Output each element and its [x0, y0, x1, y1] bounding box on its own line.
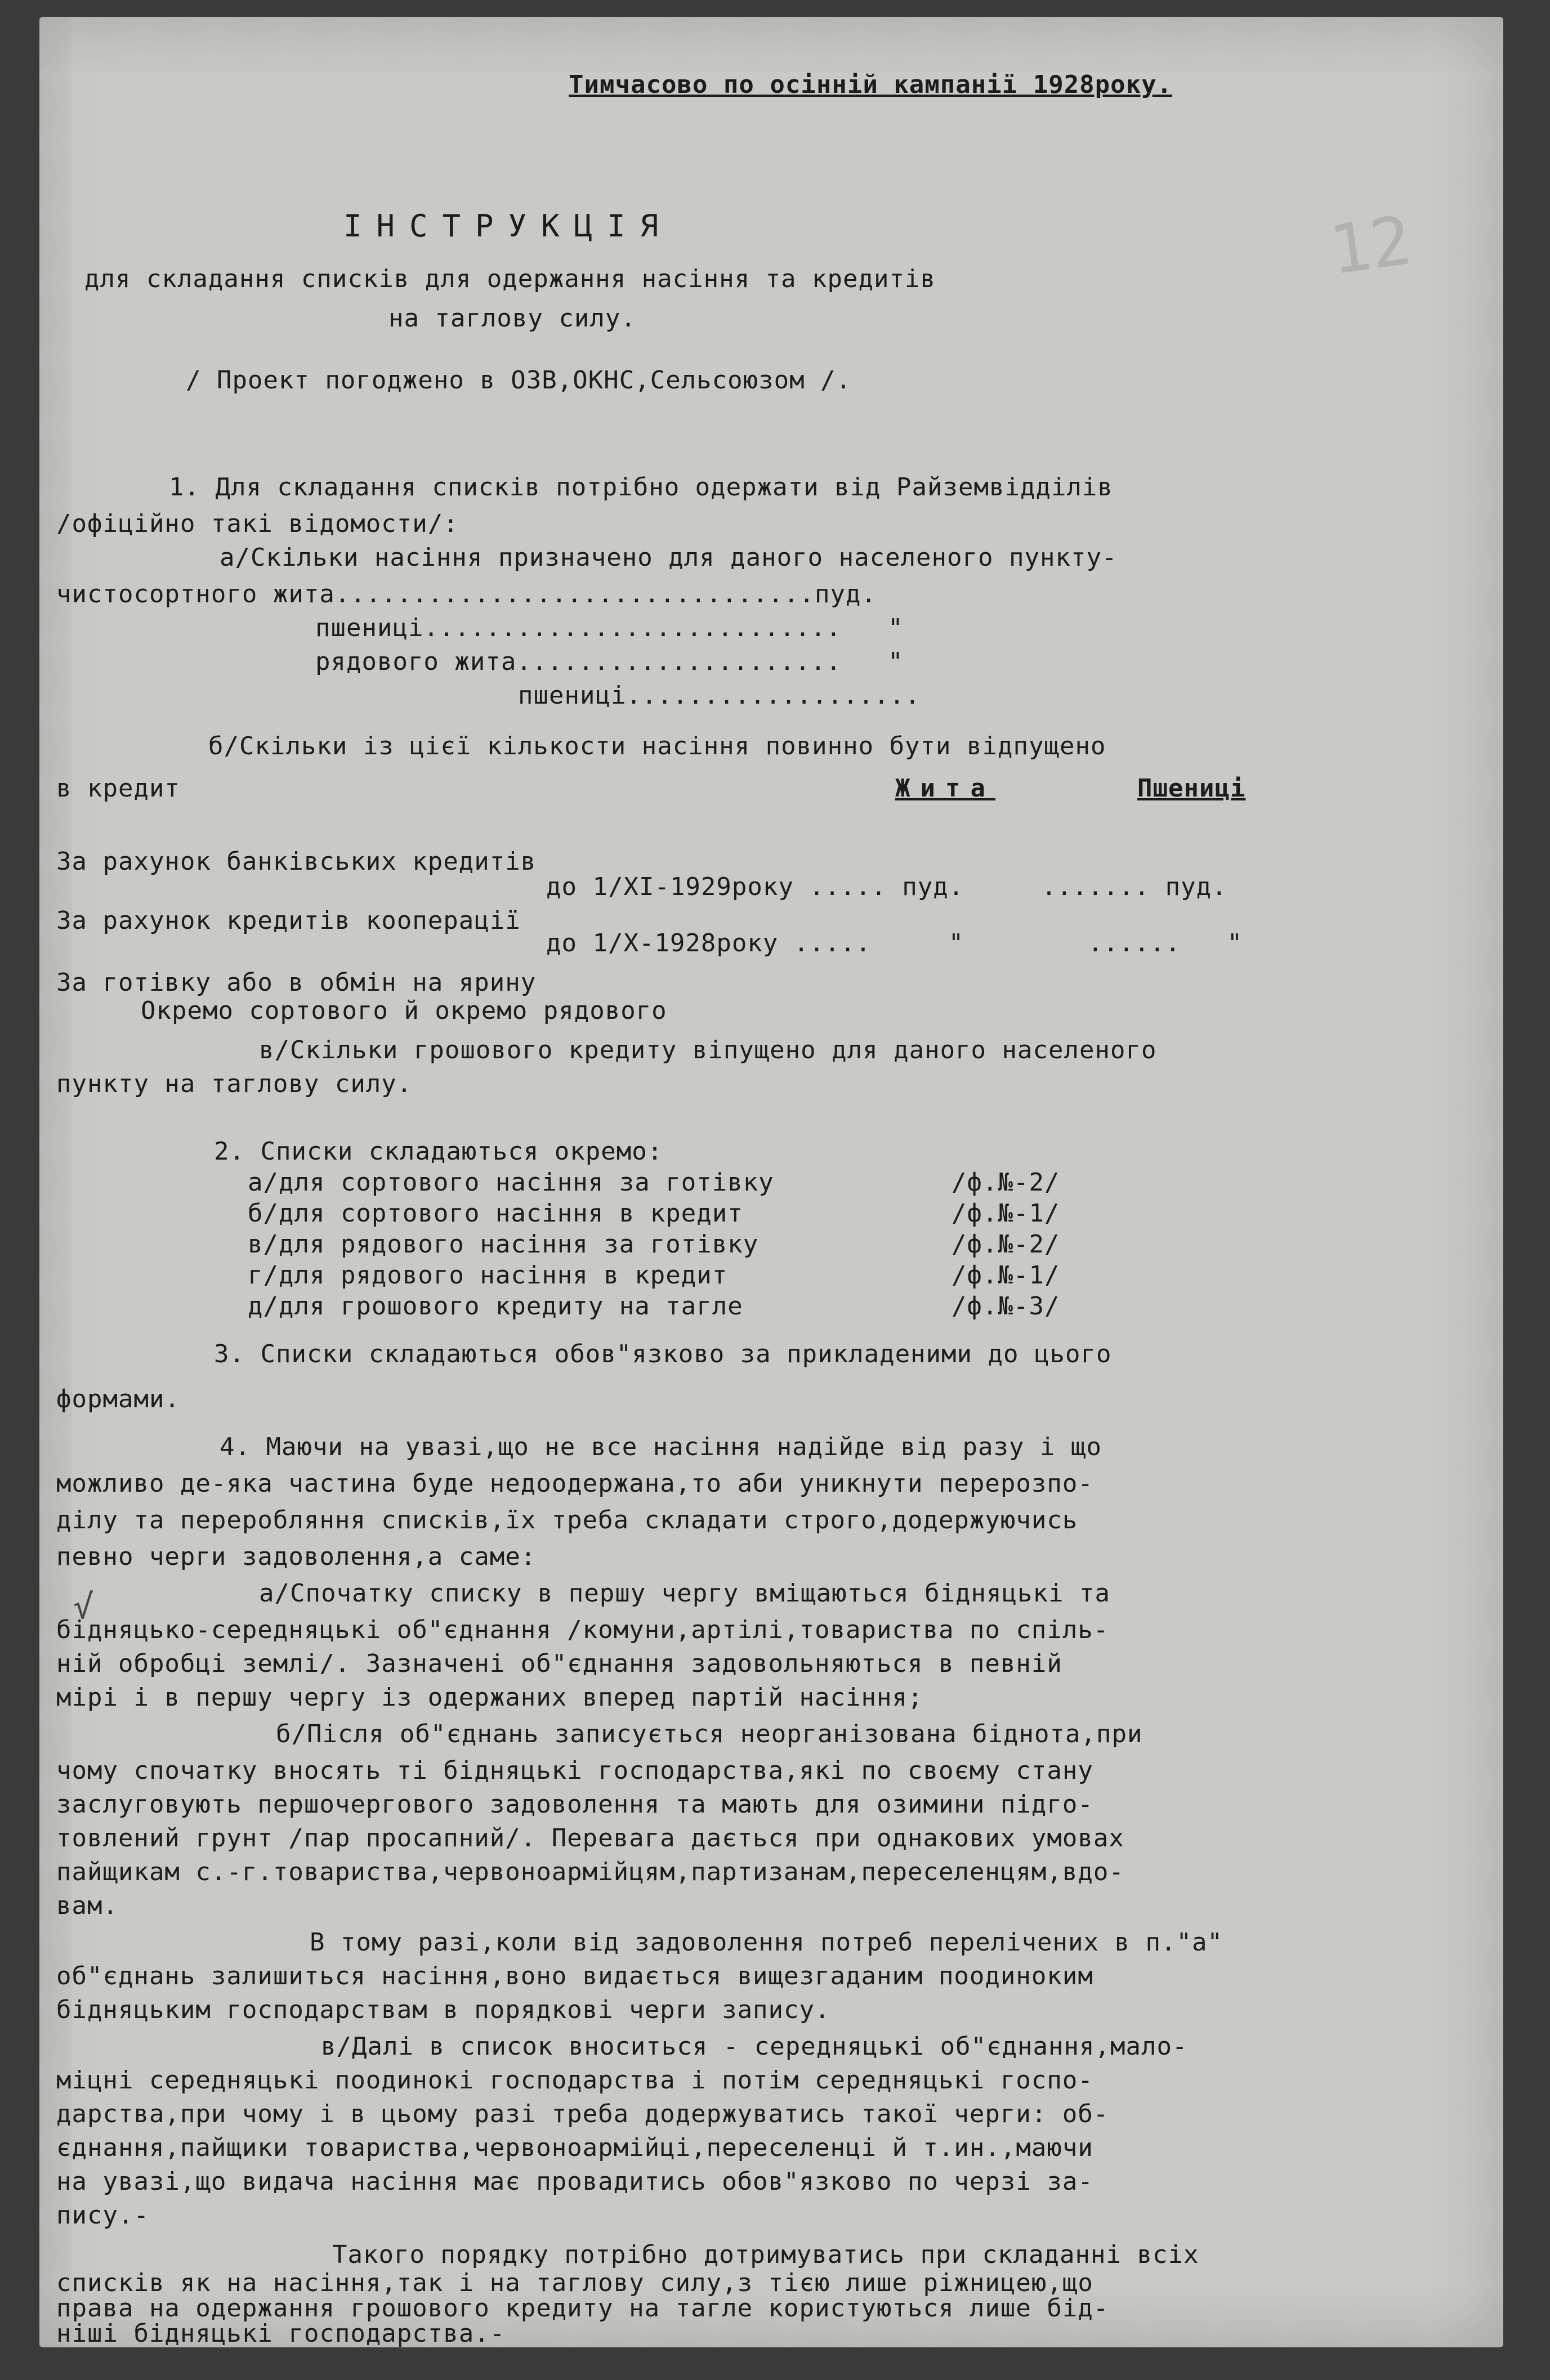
paragraph-4-line: в/Далі в список вноситься - середняцькі об"єднання,мало-	[321, 2032, 1188, 2061]
form-reference: /ф.№-2/	[952, 1230, 1060, 1259]
form-reference: /ф.№-3/	[952, 1292, 1060, 1321]
form-reference: /ф.№-1/	[952, 1199, 1060, 1228]
paragraph-4-line: бідняцьким господарствам в порядкові черги запису.	[56, 1996, 830, 2024]
paragraph-4-line: міцні середняцькі поодинокі господарства і потім середняцькі госпо-	[56, 2066, 1093, 2095]
form-reference: /ф.№-1/	[952, 1261, 1060, 1290]
paragraph-4-line: єднання,пайщики товариства,червоноармійці,переселенці й т.ин.,маючи	[56, 2133, 1093, 2162]
paragraph-4-line: товлений грунт /пар просапний/. Перевага дається при однакових умовах	[56, 1824, 1124, 1853]
margin-check-mark: √	[73, 1587, 94, 1627]
column-header-wheat: Пшениці	[1137, 774, 1246, 803]
paragraph-3-line: 3. Списки складаються обов"язково за прикладеними до цього	[214, 1340, 1112, 1368]
paragraph-4-line: дарства,при чому і в цьому разі треба додержуватись такої черги: об-	[56, 2100, 1109, 2128]
list-item: г/для рядового насіння в кредит	[248, 1261, 728, 1290]
paragraph-4-line: а/Спочатку списку в першу чергу вміщаються бідняцькі та	[259, 1579, 1110, 1608]
paragraph-4-line: об"єднань залишиться насіння,воно видається вищезгаданим поодиноким	[56, 1962, 1093, 1990]
paragraph-1-line: б/Скільки із цієї кількости насіння повинно бути відпущено	[208, 732, 1106, 760]
paragraph-4-line: заслуговують першочергового задоволення та мають для озимини підго-	[56, 1790, 1093, 1819]
credit-line: За рахунок банківських кредитів	[56, 847, 537, 876]
seed-line: пшениці...................	[518, 681, 921, 710]
seed-line: чистосортного жита...............................пуд.	[56, 580, 877, 609]
paragraph-4-line: 4. Маючи на увазі,що не все насіння надійде від разу і що	[220, 1433, 1102, 1461]
list-item: а/для сортового насіння за готівку	[248, 1168, 774, 1197]
list-item: в/для рядового насіння за готівку	[248, 1230, 759, 1259]
paragraph-4-line: бідняцько-середняцькі об"єднання /комуни,артілі,товариства по спіль-	[56, 1616, 1109, 1644]
paragraph-5-line: Такого порядку потрібно дотримуватись при складанні всіх	[332, 2240, 1199, 2269]
paragraph-4-line: на увазі,що видача насіння має провадитись обов"язково по черзі за-	[56, 2167, 1093, 2196]
paragraph-4-line: чому спочатку вносять ті бідняцькі господарства,які по своєму стану	[56, 1756, 1093, 1785]
seed-line: рядового жита..................... "	[315, 647, 904, 676]
paragraph-4-line: пису.-	[56, 2201, 149, 2230]
paragraph-1-line: 1. Для складання списків потрібно одержати від Райземвідділів	[169, 473, 1113, 502]
paragraph-4-line: вам.	[56, 1891, 118, 1920]
paragraph-5-line: списків як на насіння,так і на таглову силу,з тією лише ріжницею,що	[56, 2269, 1093, 2297]
corner-handwritten-mark: 12	[1325, 201, 1417, 290]
paragraph-4-line: б/Після об"єднань записується неорганізована біднота,при	[276, 1720, 1143, 1748]
document-header: Тимчасово по осінній кампанії 1928року.	[569, 70, 1173, 99]
document-page	[39, 17, 1503, 2347]
project-note: / Проект погоджено в ОЗВ,ОКНС,Сельсоюзом /.	[186, 366, 852, 395]
paragraph-5-line: ніші бідняцькі господарства.-	[56, 2319, 506, 2348]
column-header-rye: Жита	[895, 774, 995, 803]
list-item: б/для сортового насіння в кредит	[248, 1199, 743, 1228]
credit-line: За готівку або в обмін на ярину	[56, 968, 537, 997]
paragraph-5-line: права на одержання грошового кредиту на тагле користуються лише бід-	[56, 2294, 1109, 2323]
document-title: ІНСТРУКЦІЯ	[343, 208, 673, 244]
paragraph-4-line: можливо де-яка частина буде недоодержана,то аби уникнути перерозпо-	[56, 1469, 1093, 1498]
form-reference: /ф.№-2/	[952, 1168, 1060, 1197]
paragraph-1-line: пункту на таглову силу.	[56, 1070, 413, 1098]
seed-line: пшениці........................... "	[315, 614, 904, 642]
list-item: д/для грошового кредиту на тагле	[248, 1292, 743, 1321]
credit-line: Окремо сортового й окремо рядового	[141, 996, 667, 1025]
paragraph-4-line: ділу та переробляння списків,їх треба складати строго,додержуючись	[56, 1506, 1078, 1535]
paragraph-1-line: в кредит	[56, 774, 180, 803]
paragraph-4-line: В тому разі,коли від задоволення потреб перелічених в п."а"	[310, 1928, 1223, 1957]
paragraph-4-line: певно черги задоволення,а саме:	[56, 1542, 537, 1571]
subtitle-line-1: для складання списків для одержання насіння та кредитів	[84, 265, 936, 293]
paragraph-4-line: мірі і в першу чергу із одержаних вперед партій насіння;	[56, 1683, 923, 1712]
credit-line: до 1/X-1928року ..... " ...... "	[546, 929, 1243, 958]
paragraph-1-line: в/Скільки грошового кредиту віпущено для даного населеного	[259, 1036, 1157, 1064]
credit-line: За рахунок кредитів кооперації	[56, 906, 521, 935]
paragraph-1-line: а/Скільки насіння призначено для даного населеного пункту-	[220, 543, 1118, 572]
subtitle-line-2: на таглову силу.	[388, 304, 636, 333]
paragraph-4-line: пайщикам с.-г.товариства,червоноармійцям,партизанам,переселенцям,вдо-	[56, 1858, 1124, 1886]
paragraph-1-line: /офіційно такі відомости/:	[56, 509, 459, 538]
credit-line: до 1/XI-1929року ..... пуд. ....... пуд.	[546, 873, 1227, 901]
paragraph-2-title: 2. Списки складаються окремо:	[214, 1137, 663, 1166]
paragraph-3-line: формами.	[56, 1385, 180, 1413]
paragraph-4-line: ній обробці землі/. Зазначені об"єднання задовольняються в певній	[56, 1649, 1062, 1678]
